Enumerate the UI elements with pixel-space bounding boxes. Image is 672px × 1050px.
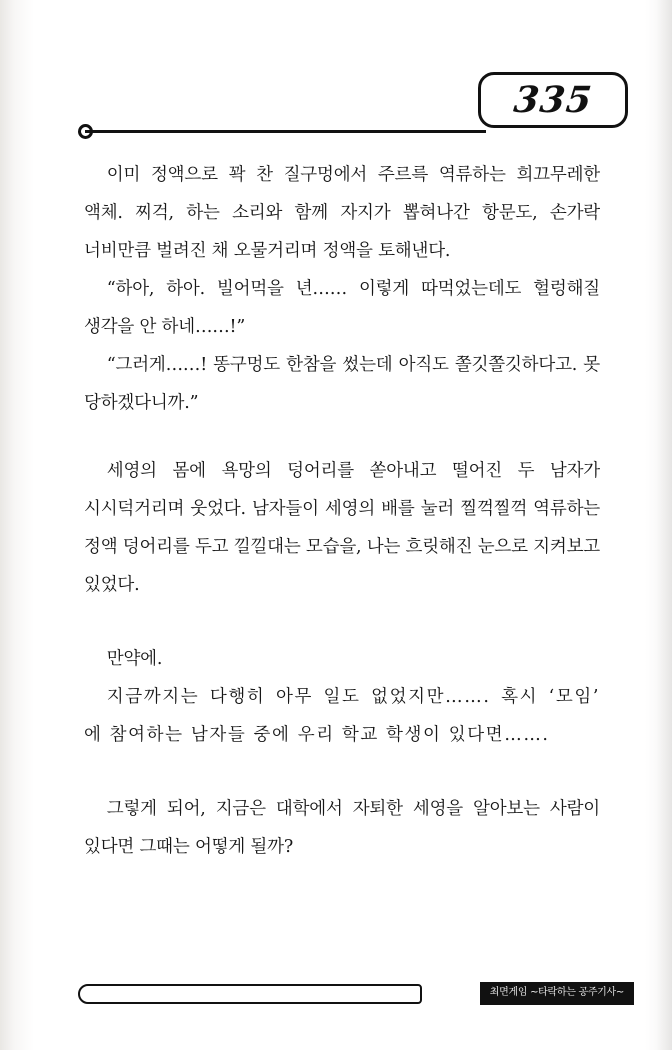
paragraph-spacer (84, 604, 600, 640)
paragraph: 이미 정액으로 꽉 찬 질구멍에서 주르륵 역류하는 희끄무레한 액체. 찌걱, 하는 소리와 함께 자지가 뽑혀나간 항문도, 손가락 너비만큼 벌려진 채 오물거리며 정액을 토해낸다. (84, 165, 600, 261)
paragraph: 그렇게 되어, 지금은 대학에서 자퇴한 세영을 알아보는 사람이 있다면 그때는 어떻게 될까? (84, 799, 600, 857)
page-number-badge (478, 72, 628, 128)
paragraph: 세영의 몸에 욕망의 덩어리를 쏟아내고 떨어진 두 남자가 시시덕거리며 웃었다. 남자들이 세영의 배를 눌러 찔꺽찔꺽 역류하는 정액 덩어리를 두고 낄낄대는 모습을, 나는 흐릿해진 눈으로 지켜보고 있었다. (84, 461, 601, 595)
footer-rule-ornament (78, 984, 422, 1004)
paragraph-spacer (84, 754, 600, 790)
paragraph-dialogue: “하아, 하아. 빌어먹을 년…… 이렇게 따먹었는데도 헐렁해질 생각을 안 하네……!” (84, 279, 600, 337)
body-text (84, 156, 600, 866)
page-footer (78, 982, 648, 1008)
footer-title-tag: 최면게임 ~타락하는 공주기사~ (480, 982, 634, 1005)
page-header (40, 72, 646, 144)
page-number: 335 (511, 79, 595, 121)
paragraph: 지금까지는 다행히 아무 일도 없었지만……. 혹시 ‘모임’ 에 참여하는 남자들 중에 우리 학교 학생이 있다면……. (84, 687, 600, 745)
header-rule (85, 130, 486, 133)
paragraph-dialogue: “그러게……! 똥구멍도 한참을 썼는데 아직도 쫄깃쫄깃하다고. 못 당하겠다니까.” (84, 355, 600, 413)
page-edge-shading (656, 0, 672, 1050)
paragraph-short: 만약에. (106, 649, 163, 669)
paragraph-spacer (84, 422, 600, 452)
